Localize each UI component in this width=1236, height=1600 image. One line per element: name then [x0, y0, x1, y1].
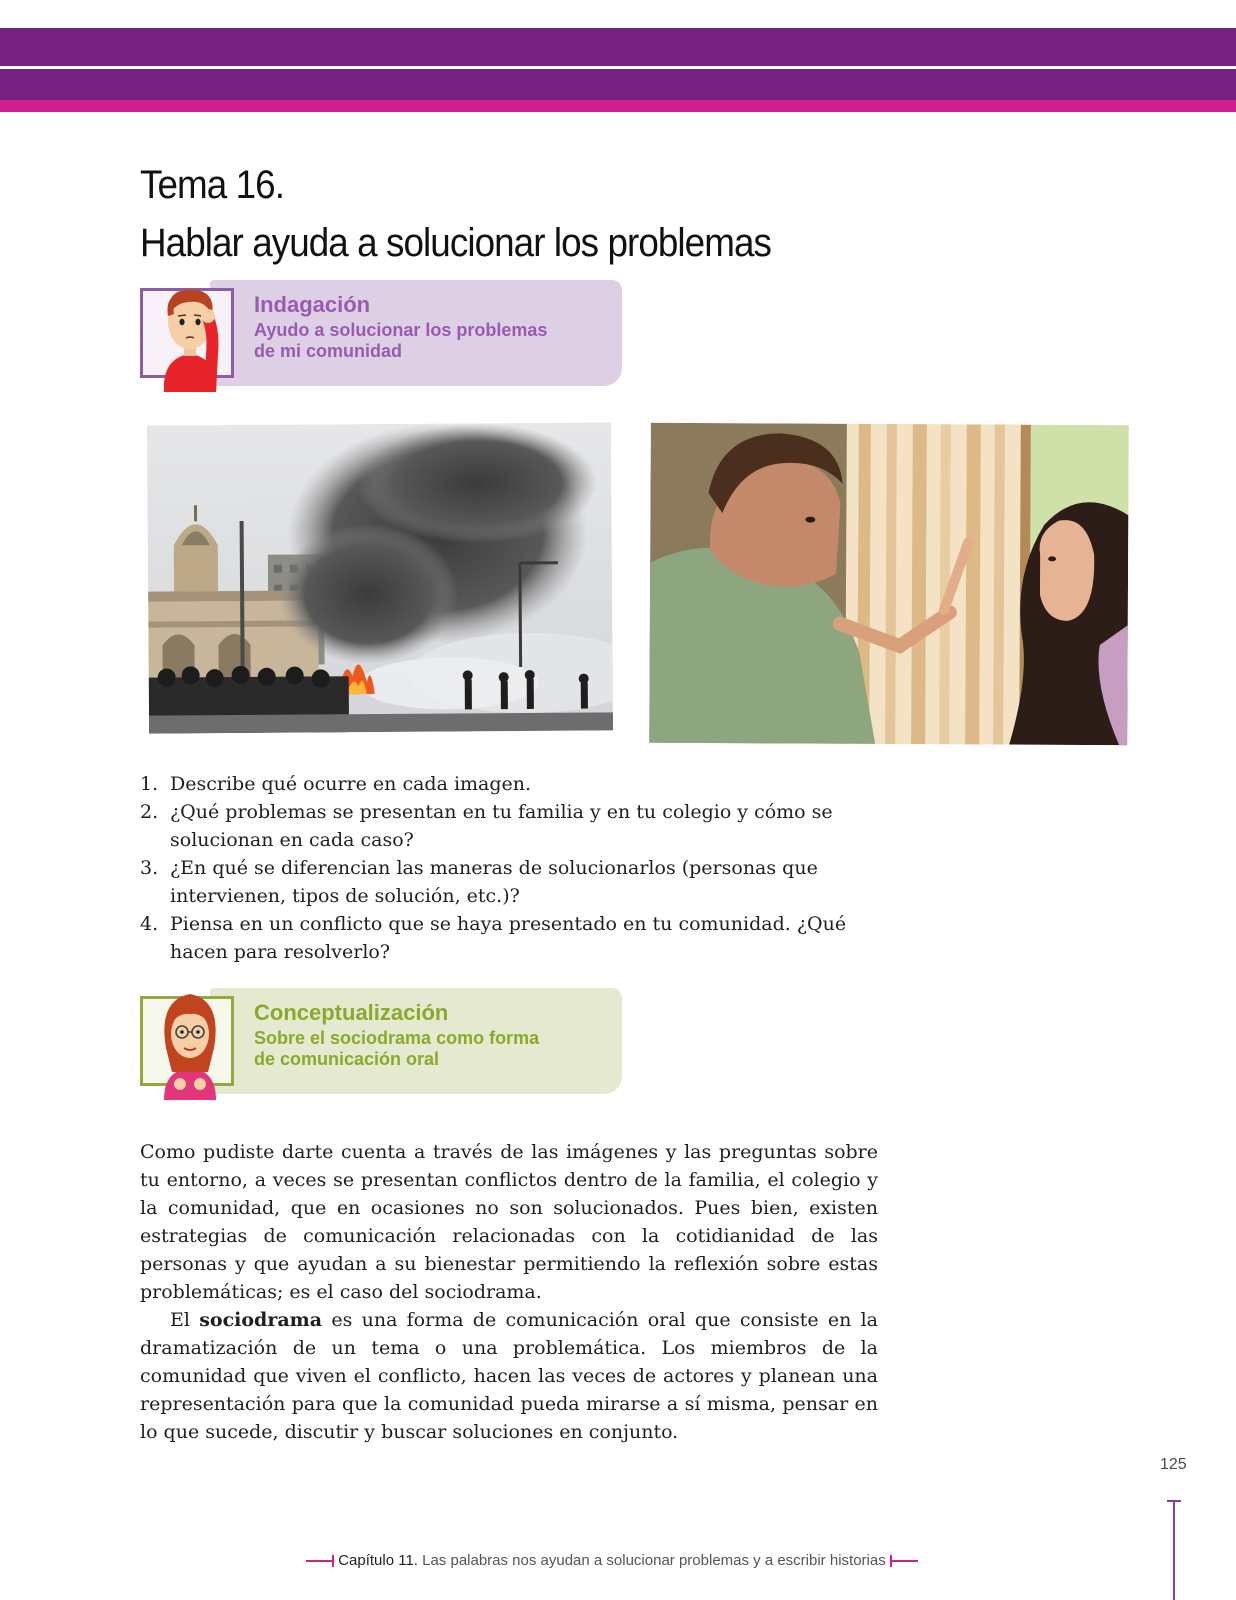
footer-title: Las palabras nos ayudan a solucionar problemas y a escribir historias: [417, 1552, 886, 1569]
question-number: 2.: [140, 801, 159, 823]
conceptualizacion-section: [140, 988, 622, 1100]
indagacion-subtitle: [254, 320, 614, 362]
indagacion-section: [140, 280, 622, 392]
paragraph-2-prefix: El: [170, 1309, 200, 1331]
header-band-bottom: [0, 69, 1236, 100]
indagacion-heading: Indagación: [254, 292, 371, 317]
page-marker-line: [1173, 1500, 1175, 1600]
question-item: [140, 854, 880, 910]
question-text: Piensa en un conflicto que se haya presentado en tu comunidad. ¿Qué hacen para resolverlo?: [170, 913, 847, 963]
question-list: [140, 770, 880, 966]
question-item: [140, 910, 880, 966]
paragraph-2-rest: es una forma de comunicación oral que consiste en la dramatización de un tema o una problemática. Los miembros de la comunidad que viven el conflicto, hacen las veces de actores y planean una representación para que la comunidad pueda mirarse a sí misma, pensar en lo que sucede, discutir y buscar soluciones en conjunto.: [140, 1309, 878, 1443]
street-protest-photo: [147, 422, 613, 733]
question-number: 4.: [140, 913, 159, 935]
thinking-boy-icon: [150, 280, 230, 392]
title-line-1: Tema 16.: [140, 163, 285, 207]
body-text: [140, 1138, 878, 1446]
term-sociodrama: sociodrama: [199, 1309, 323, 1331]
conceptualizacion-subtitle-line-2: de comunicación oral: [254, 1049, 440, 1069]
question-number: 1.: [140, 773, 159, 795]
header-accent-stripe: [0, 100, 1236, 112]
question-item: [140, 770, 880, 798]
conceptualizacion-subtitle: [254, 1028, 614, 1070]
footer-chapter: Capítulo 11.: [338, 1552, 418, 1569]
conceptualizacion-subtitle-line-1: Sobre el sociodrama como forma: [254, 1028, 540, 1048]
footer-right-rule: [890, 1560, 918, 1562]
indagacion-subtitle-line-1: Ayudo a solucionar los problemas: [254, 320, 548, 340]
girl-with-glasses-icon: [150, 988, 230, 1100]
header-band-top: [0, 28, 1236, 66]
page-number: 125: [1160, 1456, 1187, 1473]
couple-arguing-photo: [649, 423, 1129, 745]
question-item: [140, 798, 880, 854]
question-text: Describe qué ocurre en cada imagen.: [170, 773, 532, 795]
question-text: ¿En qué se diferencian las maneras de solucionarlos (personas que intervienen, tipos de solución, etc.)?: [170, 857, 818, 907]
footer: [306, 1552, 966, 1572]
question-text: ¿Qué problemas se presentan en tu familia y en tu colegio y cómo se solucionan en cada caso?: [170, 801, 833, 851]
footer-left-rule: [306, 1560, 334, 1562]
page-title: [140, 156, 771, 272]
title-line-2: Hablar ayuda a solucionar los problemas: [140, 221, 771, 265]
paragraph-2: [140, 1306, 878, 1446]
question-number: 3.: [140, 857, 159, 879]
conceptualizacion-heading: Conceptualización: [254, 1000, 449, 1025]
indagacion-subtitle-line-2: de mi comunidad: [254, 341, 403, 361]
paragraph-1: Como pudiste darte cuenta a través de las imágenes y las preguntas sobre tu entorno, a veces se presentan conflictos dentro de la familia, el colegio y la comunidad, que en ocasiones no son solucionados. Pues bien, existen estrategias de comunicación relacionadas con la cotidianidad de las personas y que ayudan a su bienestar permitiendo la reflexión sobre estas problemáticas; es el caso del sociodrama.: [140, 1141, 878, 1303]
